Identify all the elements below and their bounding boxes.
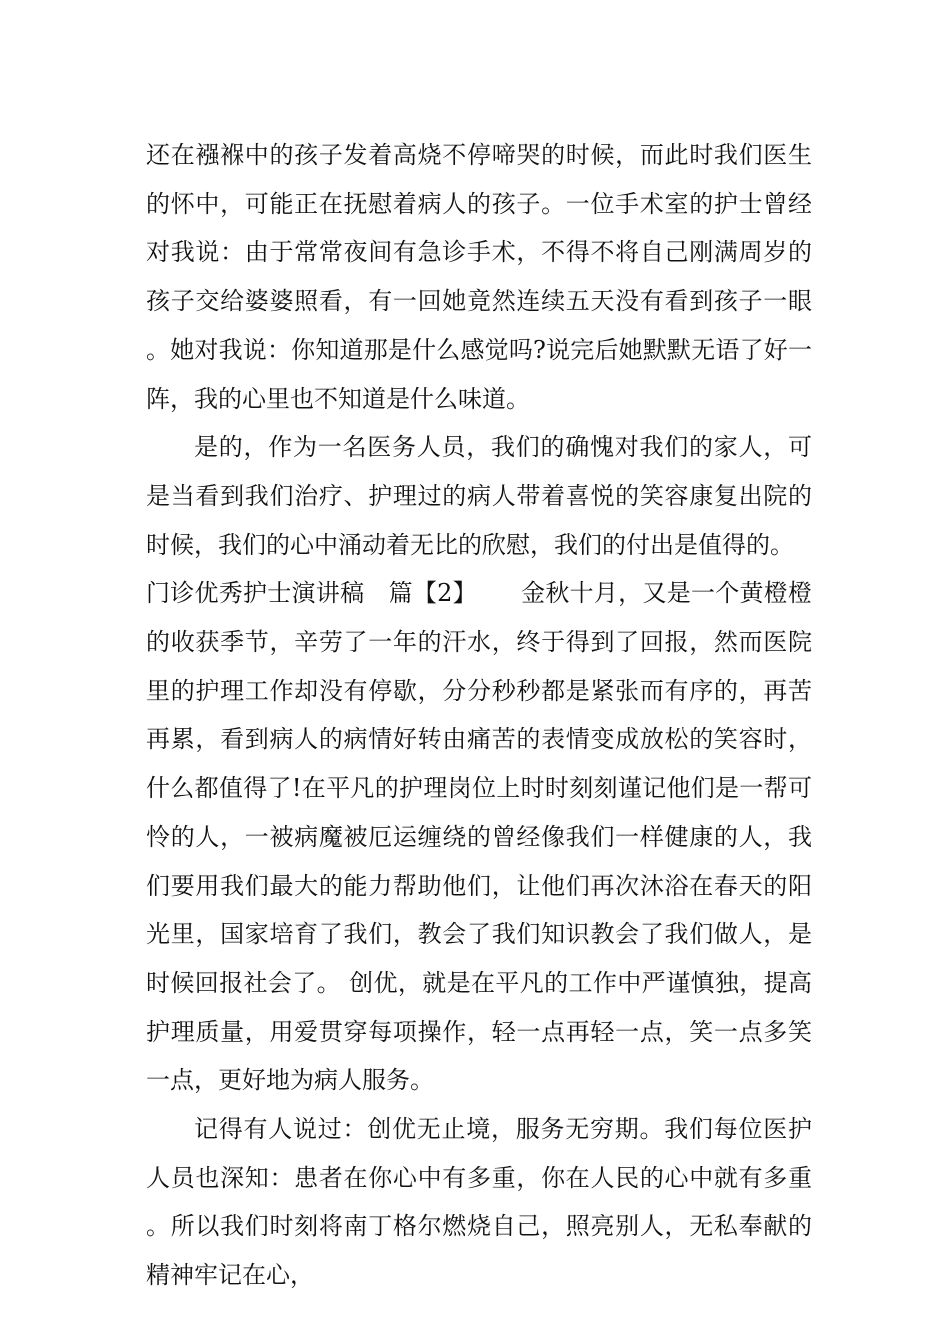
document-body <box>146 131 812 1300</box>
paragraph-1 <box>146 131 812 423</box>
paragraph-2-text: 是的，作为一名医务人员，我们的确愧对我们的家人，可是当看到我们治疗、护理过的病人带着喜悦的笑容康复出院的时候，我们的心中涌动着无比的欣慰，我们的付出是值得的。 <box>146 433 812 559</box>
section-label: 篇【2】 <box>388 579 477 608</box>
paragraph-2 <box>146 423 812 569</box>
section-title: 门诊优秀护士演讲稿 <box>146 579 365 608</box>
paragraph-3 <box>146 569 812 1105</box>
paragraph-1-text: 还在襁褓中的孩子发着高烧不停啼哭的时候，而此时我们医生的怀中，可能正在抚慰着病人的孩子。一位手术室的护士曾经对我说：由于常常夜间有急诊手术，不得不将自己刚满周岁的孩子交给婆婆照看，有一回她竟然连续五天没有看到孩子一眼。她对我说：你知道那是什么感觉吗?说完后她默默无语了好一阵，我的心里也不知道是什么味道。 <box>146 141 812 413</box>
paragraph-4 <box>146 1105 812 1300</box>
paragraph-4-text: 记得有人说过：创优无止境，服务无穷期。我们每位医护人员也深知：患者在你心中有多重，你在人民的心中就有多重。所以我们时刻将南丁格尔燃烧自己，照亮别人，无私奉献的精神牢记在心， <box>146 1115 812 1290</box>
paragraph-3-text: 金秋十月，又是一个黄橙橙的收获季节，辛劳了一年的汗水，终于得到了回报，然而医院里的护理工作却没有停歇，分分秒秒都是紧张而有序的，再苦再累，看到病人的病情好转由痛苦的表情变成放松的笑容时，什么都值得了!在平凡的护理岗位上时时刻刻谨记他们是一帮可怜的人，一被病魔被厄运缠绕的曾经像我们一样健康的人，我们要用我们最大的能力帮助他们，让他们再次沐浴在春天的阳光里，国家培育了我们，教会了我们知识教会了我们做人，是时候回报社会了。 创优，就是在平凡的工作中严谨慎独，提高护理质量，用爱贯穿每项操作，轻一点再轻一点，笑一点多笑一点，更好地为病人服务。 <box>146 579 812 1095</box>
